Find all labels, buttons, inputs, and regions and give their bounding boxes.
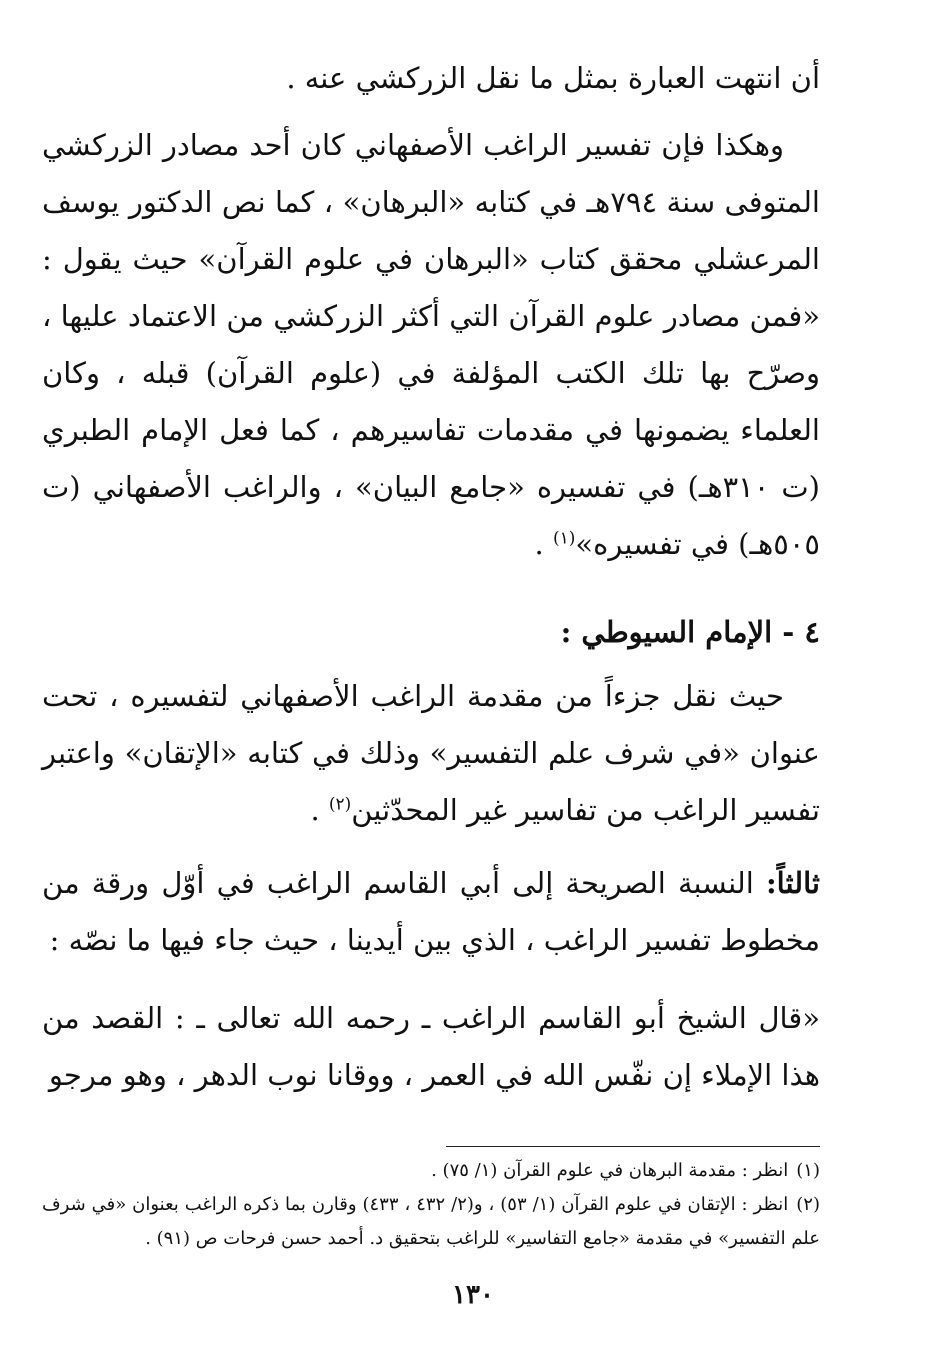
footnote-1-number: (١) [796, 1160, 820, 1181]
footnote-ref-1: (١) [552, 528, 576, 549]
footnote-separator [446, 1146, 820, 1147]
paragraph-quote: «قال الشيخ أبو القاسم الراغب ـ رحمه الله تعالى ـ : القصد من هذا الإملاء إن نفّس الله في العمر ، ووقانا نوب الدهر ، وهو مرجو [42, 1001, 820, 1092]
main-text-block-5 [42, 990, 820, 1104]
page-number: ١٣٠ [452, 1280, 494, 1310]
footnote-1-text: انظر : مقدمة البرهان في علوم القرآن (١/ ٧٥) . [431, 1160, 789, 1181]
third-label: ثالثاً: [765, 866, 820, 900]
paragraph-zarkashi-text: وهكذا فإن تفسير الراغب الأصفهاني كان أحد مصادر الزركشي المتوفى سنة ٧٩٤هـ في كتابه «البرهان» ، كما نص الدكتور يوسف المرعشلي محقق كتاب «البرهان في علوم القرآن» حيث يقول : «فمن مصادر علوم القرآن التي أكثر الزركشي من الاعتماد عليها ، وصرّح بها تلك الكتب المؤلفة في (علوم القرآن) قبله ، وكان العلماء يضمونها في مقدمات تفاسيرهم ، كما فعل الإمام الطبري (ت ٣١٠هـ) في تفسيره «جامع البيان» ، والراغب الأصفهاني (ت ٥٠٥هـ) في تفسيره» [42, 128, 820, 561]
main-text-block-4 [42, 855, 820, 969]
section-heading-suyuti: ٤ - الإمام السيوطي : [560, 615, 820, 649]
paragraph-third-text: النسبة الصريحة إلى أبي القاسم الراغب في أوّل ورقة من مخطوط تفسير الراغب ، الذي بين أيدينا ، حيث جاء فيها ما نصّه : [42, 866, 820, 957]
paragraph-zarkashi [42, 117, 820, 573]
section-heading-block [42, 604, 820, 661]
footnote-ref-2: (٢) [328, 794, 352, 815]
main-text-block-3 [42, 668, 820, 839]
footnote-2-text: انظر : الإتقان في علوم القرآن (١/ ٥٣) ، و(٢/ ٤٣٢ ، ٤٣٣) وقارن بما ذكره الراغب بعنوان «في شرف علم التفسير» في مقدمة «جامع التفاسير» للراغب بتحقيق د. أحمد حسن فرحات ص (٩١) . [42, 1194, 820, 1249]
paragraph-third [42, 855, 820, 969]
main-text-block-2 [42, 117, 820, 573]
footnote-2-number: (٢) [796, 1194, 820, 1215]
main-text [42, 50, 820, 107]
paragraph-suyuti-end: . [310, 793, 329, 827]
paragraph-continuation: أن انتهت العبارة بمثل ما نقل الزركشي عنه . [286, 61, 820, 95]
paragraph-suyuti [42, 668, 820, 839]
paragraph-zarkashi-end: . [534, 527, 553, 561]
footnote-2 [42, 1188, 820, 1256]
paragraph-suyuti-text: حيث نقل جزءاً من مقدمة الراغب الأصفهاني لتفسيره ، تحت عنوان «في شرف علم التفسير» وذلك في كتابه «الإتقان» واعتبر تفسير الراغب من تفاسير غير المحدّثين [42, 679, 820, 827]
footnote-1 [42, 1154, 820, 1188]
footnotes [42, 1154, 820, 1256]
